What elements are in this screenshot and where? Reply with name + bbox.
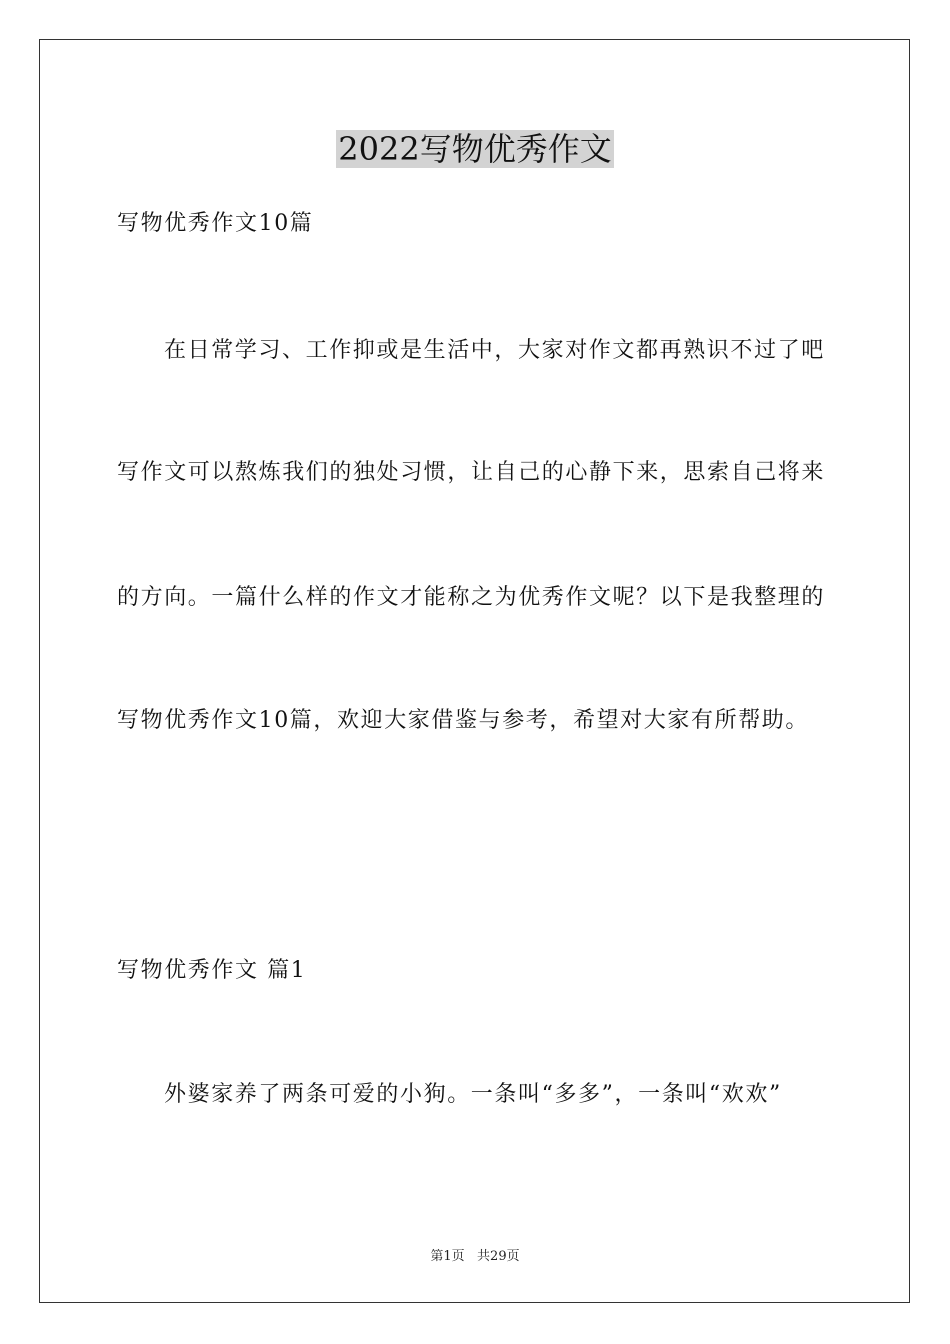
section-heading: 写物优秀作文 篇1 xyxy=(117,958,307,983)
intro-line-3: 的方向。一篇什么样的作文才能称之为优秀作文呢？以下是我整理的 xyxy=(117,585,826,610)
section-first-line: 外婆家养了两条可爱的小狗。一条叫“多多”，一条叫“欢欢” xyxy=(164,1082,782,1107)
intro-line-2: 写作文可以熬炼我们的独处习惯，让自己的心静下来，思索自己将来 xyxy=(117,460,826,485)
document-subtitle: 写物优秀作文10篇 xyxy=(117,211,314,236)
document-title xyxy=(0,127,950,171)
intro-line-4: 写物优秀作文10篇，欢迎大家借鉴与参考，希望对大家有所帮助。 xyxy=(117,708,809,733)
intro-line-1: 在日常学习、工作抑或是生活中，大家对作文都再熟识不过了吧 xyxy=(164,338,825,363)
page-footer: 第1页 共29页 xyxy=(430,1249,520,1264)
document-title-text: 2022写物优秀作文 xyxy=(338,130,612,168)
